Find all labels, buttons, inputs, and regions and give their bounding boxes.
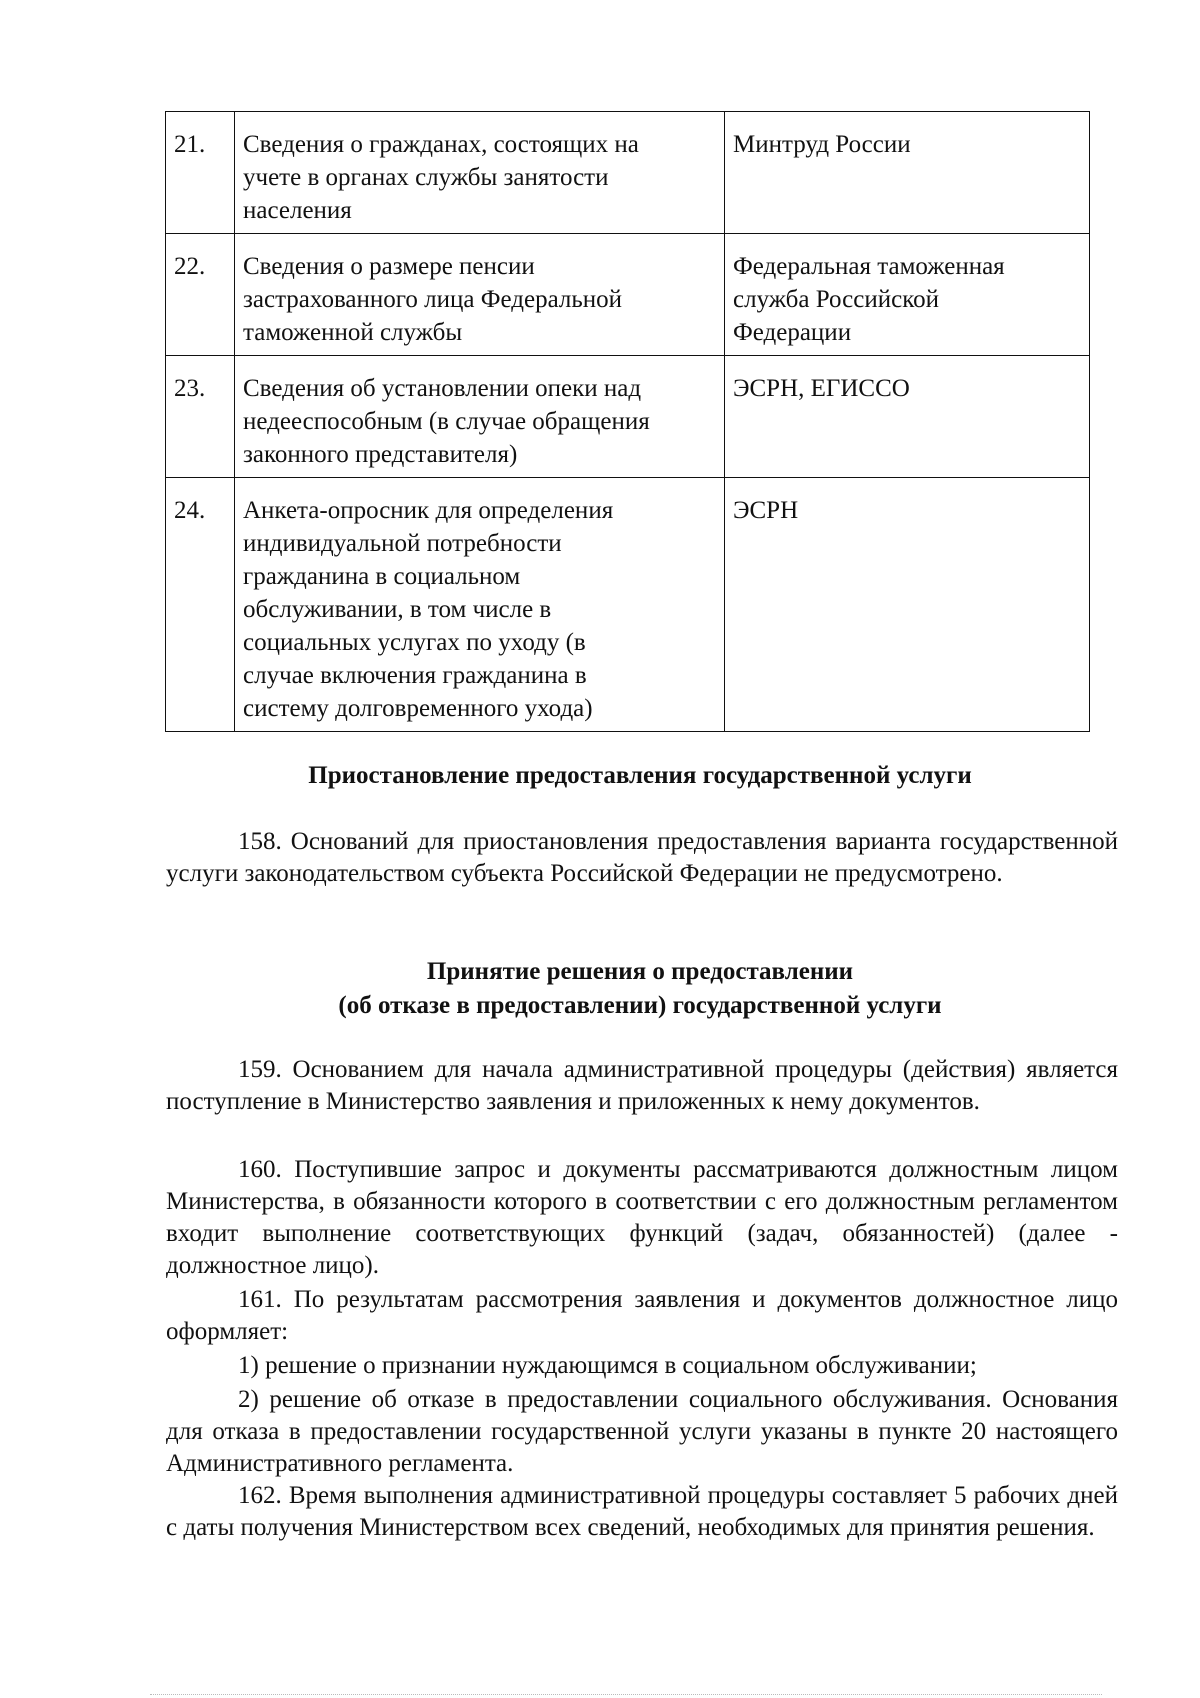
- list-item-decision-grant: 1) решение о признании нуждающимся в социальном обслуживании;: [238, 1352, 977, 1379]
- paragraph-158: 158. Оснований для приостановления предоставления варианта государственной услуги законодательством субъекта Российской Федерации не предусмотрено.: [166, 828, 1118, 887]
- section-heading-decision-line2: (об отказе в предоставлении) государственной услуги: [338, 992, 942, 1019]
- paragraph-159: 159. Основанием для начала административной процедуры (действия) является поступление в Министерство заявления и приложенных к нему документов.: [166, 1056, 1118, 1115]
- info-cell: Сведения о размере пенсии застрахованного лица Федеральной таможенной службы: [235, 234, 725, 356]
- source-cell: Минтруд России: [725, 112, 1090, 234]
- section-heading-decision-line1: Принятие решения о предоставлении: [426, 958, 854, 985]
- paragraph-161: 161. По результатам рассмотрения заявления и документов должностное лицо оформляет:: [166, 1286, 1118, 1345]
- info-cell: Сведения об установлении опеки над недееспособным (в случае обращения законного представителя): [235, 356, 725, 478]
- row-number: 21.: [166, 112, 235, 234]
- info-cell: Анкета-опросник для определения индивидуальной потребности гражданина в социальном обслуживании, в том числе в социальных услугах по уходу (в случае включения гражданина в систему долговременного ухода): [235, 478, 725, 732]
- table-row: [166, 234, 1090, 356]
- section-heading-suspension: Приостановление предоставления государственной услуги: [308, 762, 972, 789]
- row-number: 23.: [166, 356, 235, 478]
- info-cell: Сведения о гражданах, состоящих на учете в органах службы занятости населения: [235, 112, 725, 234]
- paragraph-160: 160. Поступившие запрос и документы рассматриваются должностным лицом Министерства, в обязанности которого в соответствии с его должностным регламентом входит выполнение соответствующих функций (задач, обязанностей) (далее - должностное лицо).: [166, 1156, 1118, 1279]
- table-row: [166, 478, 1090, 732]
- bottom-scan-edge: [150, 1694, 1102, 1696]
- row-number: 22.: [166, 234, 235, 356]
- list-item-decision-refusal: 2) решение об отказе в предоставлении социального обслуживания. Основания для отказа в предоставлении государственной услуги указаны в пункте 20 настоящего Административного регламента.: [166, 1386, 1118, 1477]
- source-cell: ЭСРН, ЕГИССО: [725, 356, 1090, 478]
- data-sources-table: [165, 111, 1090, 732]
- row-number: 24.: [166, 478, 235, 732]
- paragraph-162: 162. Время выполнения административной процедуры составляет 5 рабочих дней с даты получения Министерством всех сведений, необходимых для принятия решения.: [166, 1482, 1118, 1541]
- table-row: [166, 112, 1090, 234]
- source-cell: ЭСРН: [725, 478, 1090, 732]
- table-row: [166, 356, 1090, 478]
- source-cell: Федеральная таможенная служба Российской Федерации: [725, 234, 1090, 356]
